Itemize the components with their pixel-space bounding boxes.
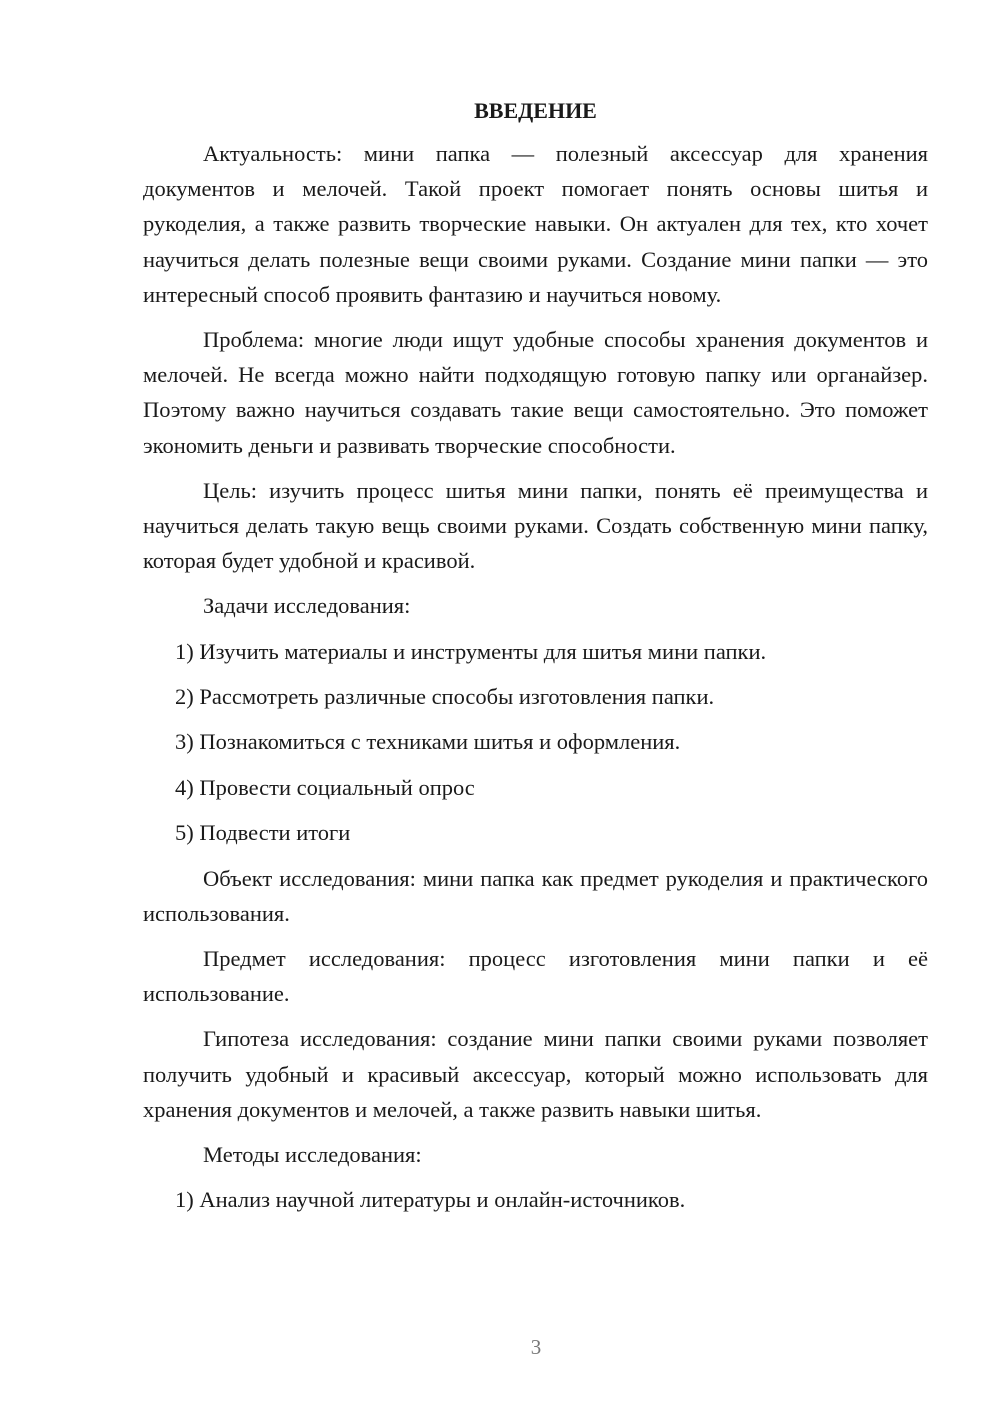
subject-paragraph: Предмет исследования: процесс изготовления мини папки и её использование. — [143, 946, 928, 1007]
object-paragraph: Объект исследования: мини папка как предмет рукоделия и практического использования. — [143, 865, 928, 926]
tasks-heading: Задачи исследования: — [203, 593, 411, 619]
goal-paragraph: Цель: изучить процесс шитья мини папки, понять её преимущества и научиться делать такую вещь своими руками. Создать собственную мини папку, которая будет удобной и красивой. — [143, 477, 928, 574]
list-item: 2) Рассмотреть различные способы изготовления папки. — [175, 684, 715, 710]
problem-paragraph: Проблема: многие люди ищут удобные способы хранения документов и мелочей. Не всегда можно найти подходящую готовую папку или органайзер. Поэтому важно научиться создавать такие вещи самостоятельно. Это поможет экономить деньги и развивать творческие способности. — [143, 327, 928, 458]
list-item: 1) Изучить материалы и инструменты для шитья мини папки. — [175, 638, 767, 664]
list-item: 5) Подвести итоги — [175, 820, 351, 846]
document-page — [143, 96, 928, 1228]
methods-heading: Методы исследования: — [203, 1142, 422, 1168]
list-item: 1) Анализ научной литературы и онлайн-источников. — [175, 1187, 686, 1213]
page-title: ВВЕДЕНИЕ — [474, 98, 597, 123]
tasks-list — [143, 634, 928, 851]
list-item: 3) Познакомиться с техниками шитья и оформления. — [175, 729, 681, 755]
page-number: 3 — [530, 1335, 542, 1359]
relevance-paragraph: Актуальность: мини папка — полезный аксессуар для хранения документов и мелочей. Такой проект помогает понять основы шитья и рукоделия, а также развить творческие навыки. Он актуален для тех, кто хочет научиться делать полезные вещи своими руками. Создание мини папки — это интересный способ проявить фантазию и научиться новому. — [143, 141, 928, 307]
list-item: 4) Провести социальный опрос — [175, 774, 475, 800]
methods-list — [143, 1182, 928, 1217]
hypothesis-paragraph: Гипотеза исследования: создание мини папки своими руками позволяет получить удобный и красивый аксессуар, который можно использовать для хранения документов и мелочей, а также развить навыки шитья. — [143, 1026, 928, 1122]
